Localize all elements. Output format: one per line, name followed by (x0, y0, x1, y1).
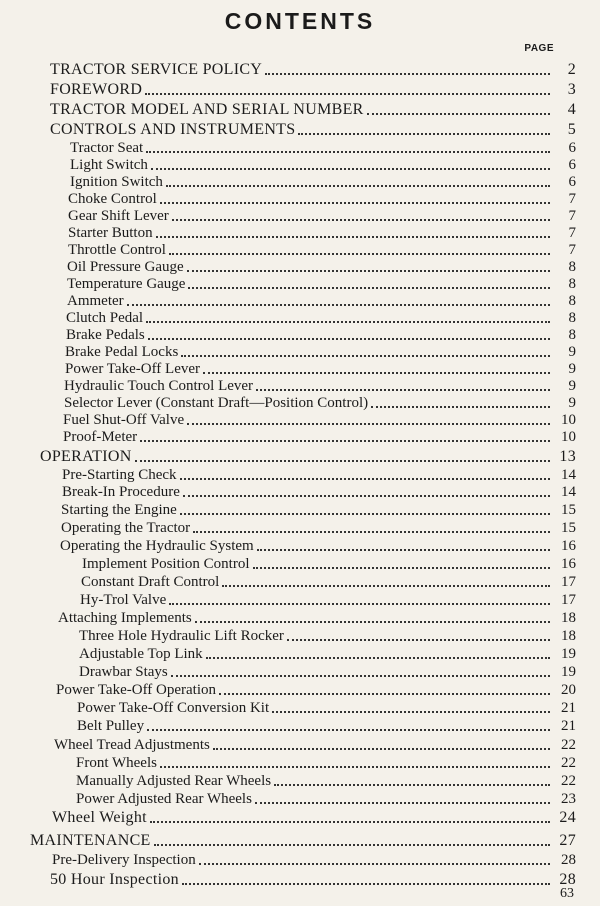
toc-entry-page: 27 (559, 832, 576, 849)
toc-entry-page: 7 (568, 208, 576, 224)
leader-dots (287, 639, 550, 641)
toc-entry (0, 624, 600, 644)
toc-entry-page: 8 (568, 293, 576, 309)
toc-entry (0, 445, 600, 465)
toc-entry (0, 552, 600, 572)
toc-entry-label: Ignition Switch (70, 174, 163, 190)
toc-entry-page: 19 (561, 646, 576, 662)
toc-entry-page: 28 (559, 871, 576, 888)
toc-entry-label: Throttle Control (68, 242, 166, 258)
toc-entry-label: Selector Lever (Constant Draft—Position Control) (64, 395, 369, 411)
toc-entry-label: Belt Pulley (77, 718, 145, 734)
toc-entry-page: 9 (568, 361, 576, 377)
toc-entry-label: Wheel Tread Adjustments (54, 737, 210, 753)
toc-entry-label: Manually Adjusted Rear Wheels (76, 773, 272, 789)
leader-dots (255, 802, 550, 804)
toc-entry-page: 14 (561, 484, 576, 500)
toc-entry (0, 516, 600, 536)
leader-dots (160, 766, 550, 768)
toc-entry (0, 678, 600, 698)
toc-entry-page: 8 (568, 276, 576, 292)
leader-dots (274, 784, 550, 786)
toc-entry-page: 4 (567, 101, 576, 118)
leader-dots (183, 495, 550, 497)
leader-dots (182, 883, 550, 885)
toc-entry-label: Choke Control (68, 191, 157, 207)
toc-entry-page: 8 (568, 327, 576, 343)
toc-entry (0, 696, 600, 716)
toc-entry-label: Drawbar Stays (79, 664, 168, 680)
leader-dots (213, 748, 550, 750)
toc-entry-page: 19 (561, 664, 576, 680)
leader-dots (367, 113, 550, 115)
leader-dots (219, 693, 550, 695)
page-number: 63 (560, 886, 574, 901)
leader-dots (195, 621, 550, 623)
toc-entry (0, 733, 600, 753)
toc-entry-page: 10 (561, 412, 576, 428)
toc-entry (0, 751, 600, 771)
toc-entry-label: Hy-Trol Valve (80, 592, 167, 608)
leader-dots (222, 585, 550, 587)
toc-entry (0, 642, 600, 662)
leader-dots (154, 844, 550, 846)
leader-dots (169, 603, 550, 605)
toc-entry (0, 78, 600, 98)
toc-entry-label: Clutch Pedal (66, 310, 144, 326)
toc-entry (0, 98, 600, 118)
toc-entry-page: 16 (561, 538, 576, 554)
toc-entry-label: Constant Draft Control (81, 574, 220, 590)
toc-entry-page: 10 (561, 429, 576, 445)
toc-entry-label: Implement Position Control (82, 556, 250, 572)
toc-entry-page: 6 (568, 157, 576, 173)
toc-entry-page: 9 (568, 395, 576, 411)
toc-entry (0, 714, 600, 734)
toc-entry-page: 17 (561, 574, 576, 590)
leader-dots (145, 93, 550, 95)
leader-dots (253, 567, 551, 569)
leader-dots (147, 729, 550, 731)
toc-entry-page: 15 (561, 502, 576, 518)
leader-dots (272, 711, 550, 713)
toc-entry-label: 50 Hour Inspection (50, 871, 179, 888)
toc-entry-label: Temperature Gauge (67, 276, 186, 292)
toc-entry-label: Power Take-Off Conversion Kit (77, 700, 270, 716)
toc-entry-label: Pre-Delivery Inspection (52, 852, 196, 868)
toc-entry-page: 21 (561, 700, 576, 716)
toc-entry-label: Power Take-Off Lever (65, 361, 201, 377)
page-column-label: PAGE (524, 43, 554, 54)
toc-entry-page: 20 (561, 682, 576, 698)
toc-entry (0, 868, 600, 888)
toc-entry (0, 660, 600, 680)
toc-entry-page: 6 (568, 140, 576, 156)
toc-entry-page: 14 (561, 467, 576, 483)
leader-dots (199, 863, 550, 865)
toc-entry (0, 787, 600, 807)
toc-entry-page: 15 (561, 520, 576, 536)
toc-entry-page: 7 (568, 242, 576, 258)
toc-entry-label: Gear Shift Lever (68, 208, 169, 224)
toc-entry-page: 3 (567, 81, 576, 98)
toc-entry-label: Tractor Seat (70, 140, 144, 156)
toc-entry-page: 24 (559, 809, 576, 826)
toc-entry-label: Wheel Weight (52, 809, 147, 826)
toc-entry-label: Brake Pedals (66, 327, 145, 343)
toc-entry (0, 848, 600, 868)
toc-entry-page: 2 (567, 61, 576, 78)
toc-entry-page: 8 (568, 310, 576, 326)
leader-dots (180, 513, 550, 515)
toc-entry-label: Ammeter (67, 293, 124, 309)
toc-entry-page: 16 (561, 556, 576, 572)
toc-entry-page: 22 (561, 755, 576, 771)
toc-entry-label: Starting the Engine (61, 502, 177, 518)
leader-dots (171, 675, 550, 677)
toc-entry (0, 570, 600, 590)
toc-entry-label: TRACTOR SERVICE POLICY (50, 61, 263, 78)
toc-entry-label: Power Adjusted Rear Wheels (76, 791, 252, 807)
toc-entry-label: CONTROLS AND INSTRUMENTS (50, 121, 296, 138)
toc-entry-label: MAINTENANCE (30, 832, 151, 849)
toc-entry (0, 829, 600, 849)
leader-dots (257, 549, 550, 551)
toc-entry-label: Pre-Starting Check (62, 467, 177, 483)
toc-entry (0, 588, 600, 608)
toc-entry-label: Light Switch (70, 157, 148, 173)
toc-entry-label: Adjustable Top Link (79, 646, 203, 662)
toc-entry-label: FOREWORD (50, 81, 143, 98)
toc-entry (0, 806, 600, 826)
leader-dots (298, 133, 550, 135)
toc-entry-label: Fuel Shut-Off Valve (63, 412, 185, 428)
toc-entry-label: Break-In Procedure (62, 484, 180, 500)
toc-entry (0, 534, 600, 554)
toc-entry-page: 18 (561, 628, 576, 644)
toc-entry-label: Power Take-Off Operation (56, 682, 217, 698)
toc-entry-page: 22 (561, 737, 576, 753)
toc-entry-page: 23 (561, 791, 576, 807)
toc-entry-page: 18 (561, 610, 576, 626)
toc-entry-label: Hydraulic Touch Control Lever (64, 378, 254, 394)
toc-entry-label: Brake Pedal Locks (65, 344, 179, 360)
leader-dots (150, 821, 550, 823)
toc-entry-page: 22 (561, 773, 576, 789)
toc-entry (0, 769, 600, 789)
toc-entry-page: 6 (568, 174, 576, 190)
toc-entry-label: Oil Pressure Gauge (67, 259, 184, 275)
toc-entry (0, 498, 600, 518)
toc-entry-page: 13 (559, 448, 576, 465)
toc-entry-label: Front Wheels (76, 755, 157, 771)
toc-entry-label: TRACTOR MODEL AND SERIAL NUMBER (50, 101, 364, 118)
toc-entry-page: 28 (561, 852, 576, 868)
toc-entry-label: Proof-Meter (63, 429, 138, 445)
toc-entry-label: OPERATION (40, 448, 132, 465)
toc-entry (0, 606, 600, 626)
toc-entry-page: 7 (568, 191, 576, 207)
toc-entry-label: Attaching Implements (58, 610, 192, 626)
toc-entry (0, 425, 600, 445)
leader-dots (206, 657, 550, 659)
toc-entry-page: 9 (568, 344, 576, 360)
toc-entry-page: 9 (568, 378, 576, 394)
toc-entry-page: 5 (567, 121, 576, 138)
toc-entry-label: Operating the Tractor (61, 520, 191, 536)
toc-entry-label: Operating the Hydraulic System (60, 538, 254, 554)
leader-dots (135, 460, 550, 462)
toc-entry-page: 17 (561, 592, 576, 608)
toc-entry (0, 480, 600, 500)
toc-entry-page: 8 (568, 259, 576, 275)
toc-entry-label: Starter Button (68, 225, 153, 241)
toc-entry (0, 58, 600, 78)
page-title: CONTENTS (224, 8, 376, 34)
toc-entry-page: 21 (561, 718, 576, 734)
leader-dots (265, 73, 550, 75)
leader-dots (193, 531, 550, 533)
leader-dots (140, 440, 550, 442)
toc-entry-label: Three Hole Hydraulic Lift Rocker (79, 628, 284, 644)
toc-entry (0, 118, 600, 138)
toc-entry-page: 7 (568, 225, 576, 241)
